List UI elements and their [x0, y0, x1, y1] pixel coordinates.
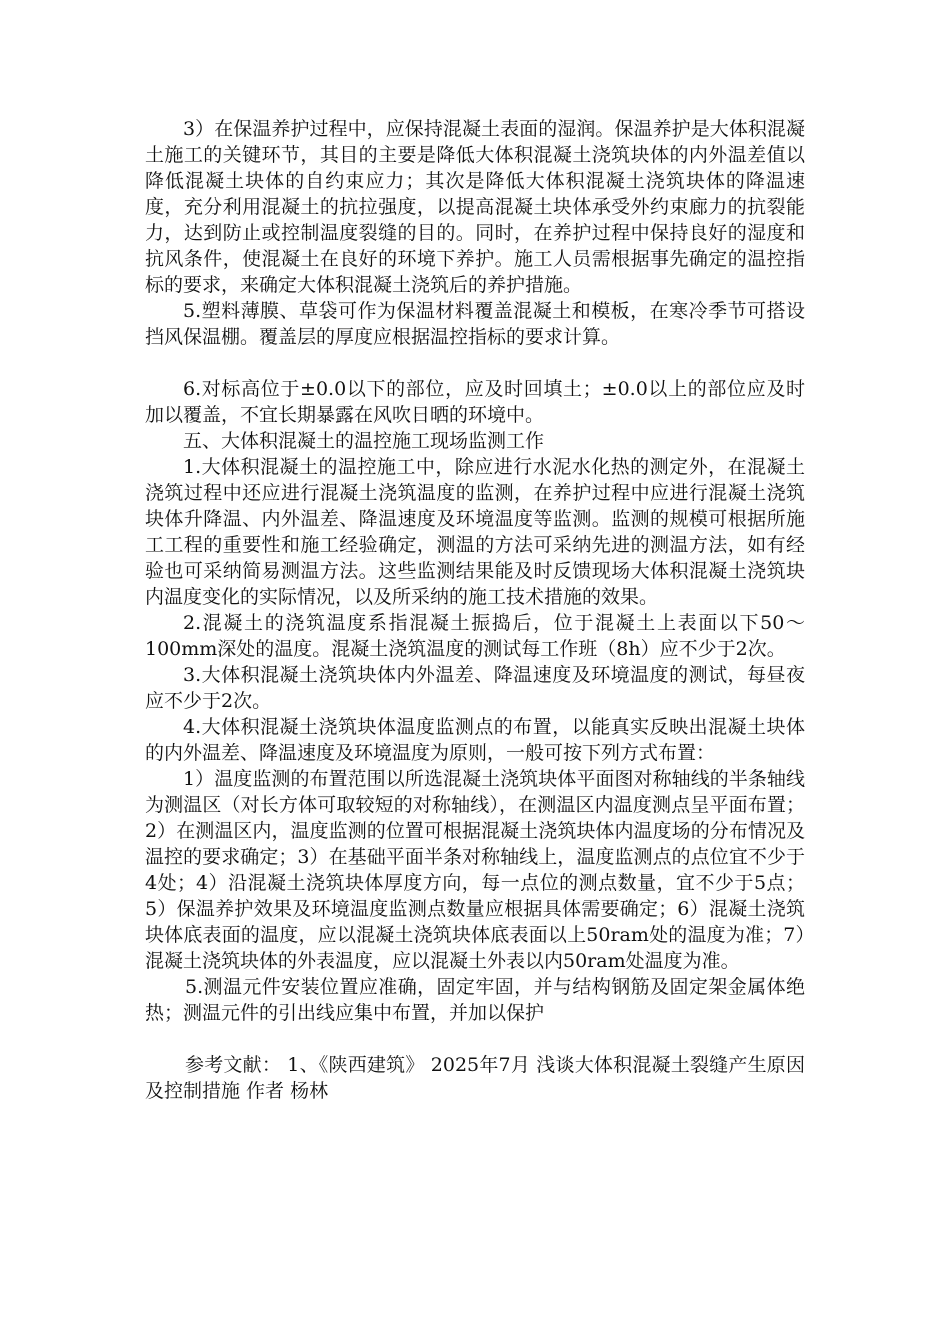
- paragraph-curing-3: 3）在保温养护过程中，应保持混凝土表面的湿润。保温养护是大体积混凝土施工的关键环节，其目的主要是降低大体积混凝土浇筑块体的内外温差值以降低混凝土块体的自约束应力；其次是降低大体积混凝土浇筑块体的降温速度，充分利用混凝土的抗拉强度，以提高混凝土块体承受外约束廊力的抗裂能力，达到防止或控制温度裂缝的目的。同时，在养护过程中保持良好的湿度和抗风条件，使混凝土在良好的环境下养护。施工人员需根据事先确定的温控指标的要求，来确定大体积混凝土浇筑后的养护措施。: [145, 118, 805, 296]
- document-page: [145, 116, 805, 1104]
- paragraph-monitoring-3: 3.大体积混凝土浇筑块体内外温差、降温速度及环境温度的测试，每昼夜应不少于2次。: [145, 664, 805, 712]
- paragraph-sensor-5: 5.测温元件安装位置应准确，固定牢固，并与结构钢筋及固定架金属体绝热；测温元件的引出线应集中布置，并加以保护: [145, 976, 805, 1024]
- section-heading-monitoring: 五、大体积混凝土的温控施工现场监测工作: [183, 430, 545, 452]
- paragraph-backfill-6: 6.对标高位于±0.0以下的部位，应及时回填土；±0.0以上的部位应及时加以覆盖，不宜长期暴露在风吹日晒的环境中。: [145, 378, 805, 426]
- paragraph-spacer: [145, 350, 805, 376]
- paragraph-insulation-5: 5.塑料薄膜、草袋可作为保温材料覆盖混凝土和模板，在寒冷季节可搭设挡风保温棚。覆盖层的厚度应根据温控指标的要求计算。: [145, 300, 805, 348]
- paragraph-monitoring-points: 1）温度监测的布置范围以所选混凝土浇筑块体平面图对称轴线的半条轴线为测温区（对长方体可取较短的对称轴线），在测温区内温度测点呈平面布置；2）在测温区内，温度监测的位置可根据混凝土浇筑块体内温度场的分布情况及温控的要求确定；3）在基础平面半条对称轴线上，温度监测点的点位宜不少于4处；4）沿混凝土浇筑块体厚度方向，每一点位的测点数量，宜不少于5点；5）保温养护效果及环境温度监测点数量应根据具体需要确定；6）混凝土浇筑块体底表面的温度，应以混凝土浇筑块体底表面以上50ram处的温度为准；7）混凝土浇筑块体的外表温度，应以混凝土外表以内50ram处温度为准。: [145, 768, 805, 972]
- references: 参考文献： 1、《陕西建筑》 2025年7月 浅谈大体积混凝土裂缝产生原因及控制措施 作者 杨林: [145, 1054, 805, 1102]
- paragraph-monitoring-2: 2.混凝土的浇筑温度系指混凝土振捣后，位于混凝土上表面以下50～100mm深处的温度。混凝土浇筑温度的测试每工作班（8h）应不少于2次。: [145, 612, 805, 660]
- paragraph-monitoring-4: 4.大体积混凝土浇筑块体温度监测点的布置，以能真实反映出混凝土块体的内外温差、降温速度及环境温度为原则，一般可按下列方式布置：: [145, 716, 805, 764]
- paragraph-spacer: [145, 1026, 805, 1052]
- paragraph-monitoring-1: 1.大体积混凝土的温控施工中，除应进行水泥水化热的测定外，在混凝土浇筑过程中还应进行混凝土浇筑温度的监测，在养护过程中应进行混凝土浇筑块体升降温、内外温差、降温速度及环境温度等监测。监测的规模可根据所施工工程的重要性和施工经验确定，测温的方法可采纳先进的测温方法，如有经验也可采纳简易测温方法。这些监测结果能及时反馈现场大体积混凝土浇筑块内温度变化的实际情况，以及所采纳的施工技术措施的效果。: [145, 456, 805, 608]
